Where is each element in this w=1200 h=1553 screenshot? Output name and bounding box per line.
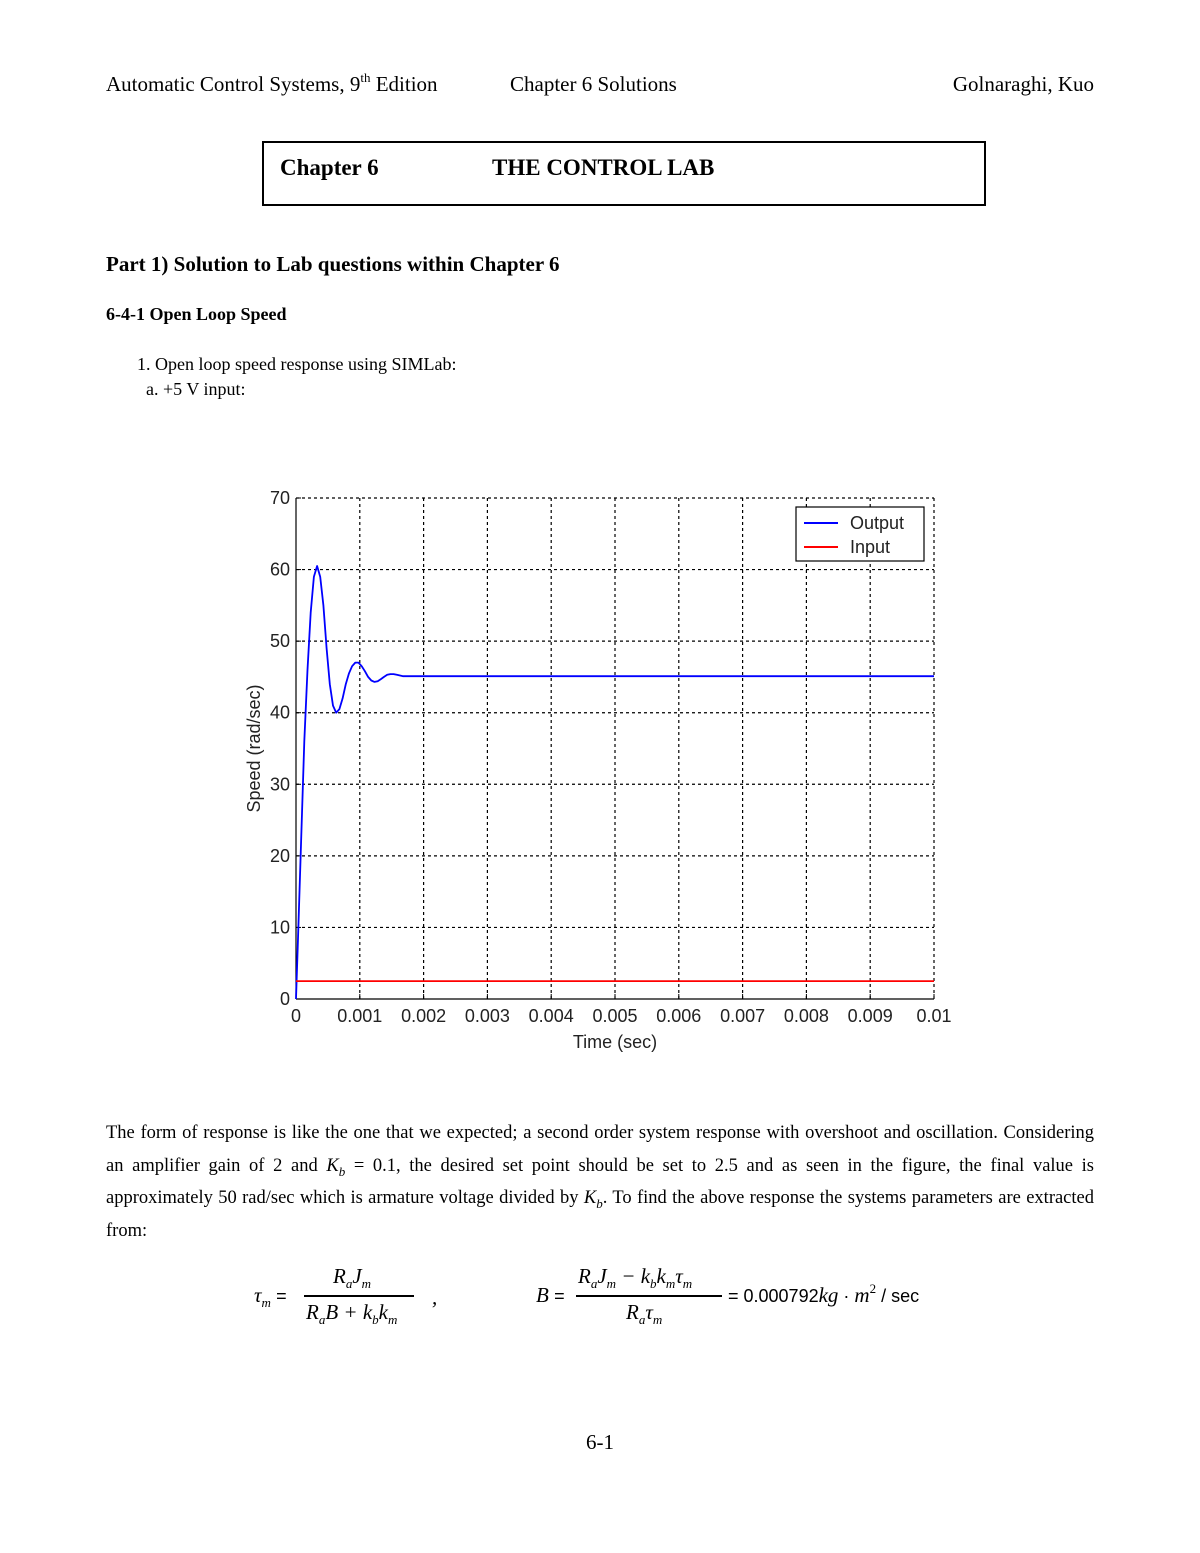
b-fraction-bar <box>576 1295 722 1297</box>
x-tick-label: 0.001 <box>337 1006 383 1026</box>
chart-legend <box>796 507 924 561</box>
chapter-title: THE CONTROL LAB <box>492 155 715 180</box>
x-tick-label: 0.004 <box>528 1006 574 1026</box>
section-heading: 6-4-1 Open Loop Speed <box>106 304 287 324</box>
legend-label: Output <box>850 513 905 533</box>
tau-m-denominator: $R_aB + k_bk_m$ <box>306 1300 398 1327</box>
chart-axes <box>296 498 934 999</box>
part-heading: Part 1) Solution to Lab questions within Chapter 6 <box>106 252 560 276</box>
tau-m-lhs: $\tau_m$ = <box>254 1283 287 1310</box>
header-book-title: Automatic Control Systems, 9th Edition <box>106 70 438 96</box>
x-tick-label: 0.006 <box>656 1006 702 1026</box>
equation-separator: , <box>432 1285 438 1309</box>
tau-m-fraction-bar <box>304 1295 414 1297</box>
legend-label: Input <box>850 537 891 557</box>
y-tick-label: 0 <box>279 989 290 1009</box>
y-tick-label: 30 <box>269 774 290 795</box>
body-paragraph: The form of response is like the one that we expected; a second order system response with overshoot and oscillation. Considering an amplifier gain of 2 and $K_b = 0.1$, the desired set point should be set to 2.5 and as seen in the figure, the final value is approximately 50 rad/sec which is armature voltage divided by $K_b$. To find the above response the systems parameters are extracted from: <box>106 1123 1094 1241</box>
speed-response-chart <box>230 480 970 1060</box>
chart-tick-labels <box>270 488 952 1026</box>
page-number: 6-1 <box>586 1430 614 1454</box>
y-tick-label: 40 <box>269 702 290 723</box>
x-axis-label: Time (sec) <box>572 1032 658 1052</box>
y-tick-label: 10 <box>269 917 290 938</box>
x-tick-label: 0.005 <box>592 1006 638 1026</box>
x-tick-label: 0.009 <box>847 1006 893 1026</box>
y-tick-label: 50 <box>269 631 290 652</box>
chart-grid <box>296 498 934 999</box>
x-tick-label: 0 <box>290 1006 302 1026</box>
y-tick-label: 60 <box>269 559 290 580</box>
b-numerator: $R_aJ_m - k_bk_m\tau_m$ <box>578 1264 693 1291</box>
list-subitem: a. +5 V input: <box>146 379 246 399</box>
list-item: 1. Open loop speed response using SIMLab: <box>137 354 457 374</box>
x-tick-label: 0.003 <box>464 1006 510 1026</box>
chapter-number: Chapter 6 <box>280 155 379 180</box>
tau-m-numerator: $R_aJ_m$ <box>333 1264 372 1291</box>
b-value: = $0.000792kg \cdot m^2 / \sec$ <box>728 1281 920 1307</box>
b-denominator: $R_a\tau_m$ <box>626 1300 663 1327</box>
chapter-title-box <box>262 141 986 206</box>
y-axis-label: Speed (rad/sec) <box>244 684 264 813</box>
y-tick-label: 20 <box>269 845 290 866</box>
x-tick-label: 0.008 <box>783 1006 829 1026</box>
header-chapter-solutions: Chapter 6 Solutions <box>510 72 677 96</box>
b-lhs: B = <box>536 1283 565 1307</box>
header-authors: Golnaraghi, Kuo <box>952 72 1094 96</box>
x-tick-label: 0.002 <box>401 1006 447 1026</box>
x-tick-label: 0.01 <box>916 1006 952 1026</box>
x-tick-label: 0.007 <box>720 1006 766 1026</box>
y-tick-label: 70 <box>269 488 290 508</box>
